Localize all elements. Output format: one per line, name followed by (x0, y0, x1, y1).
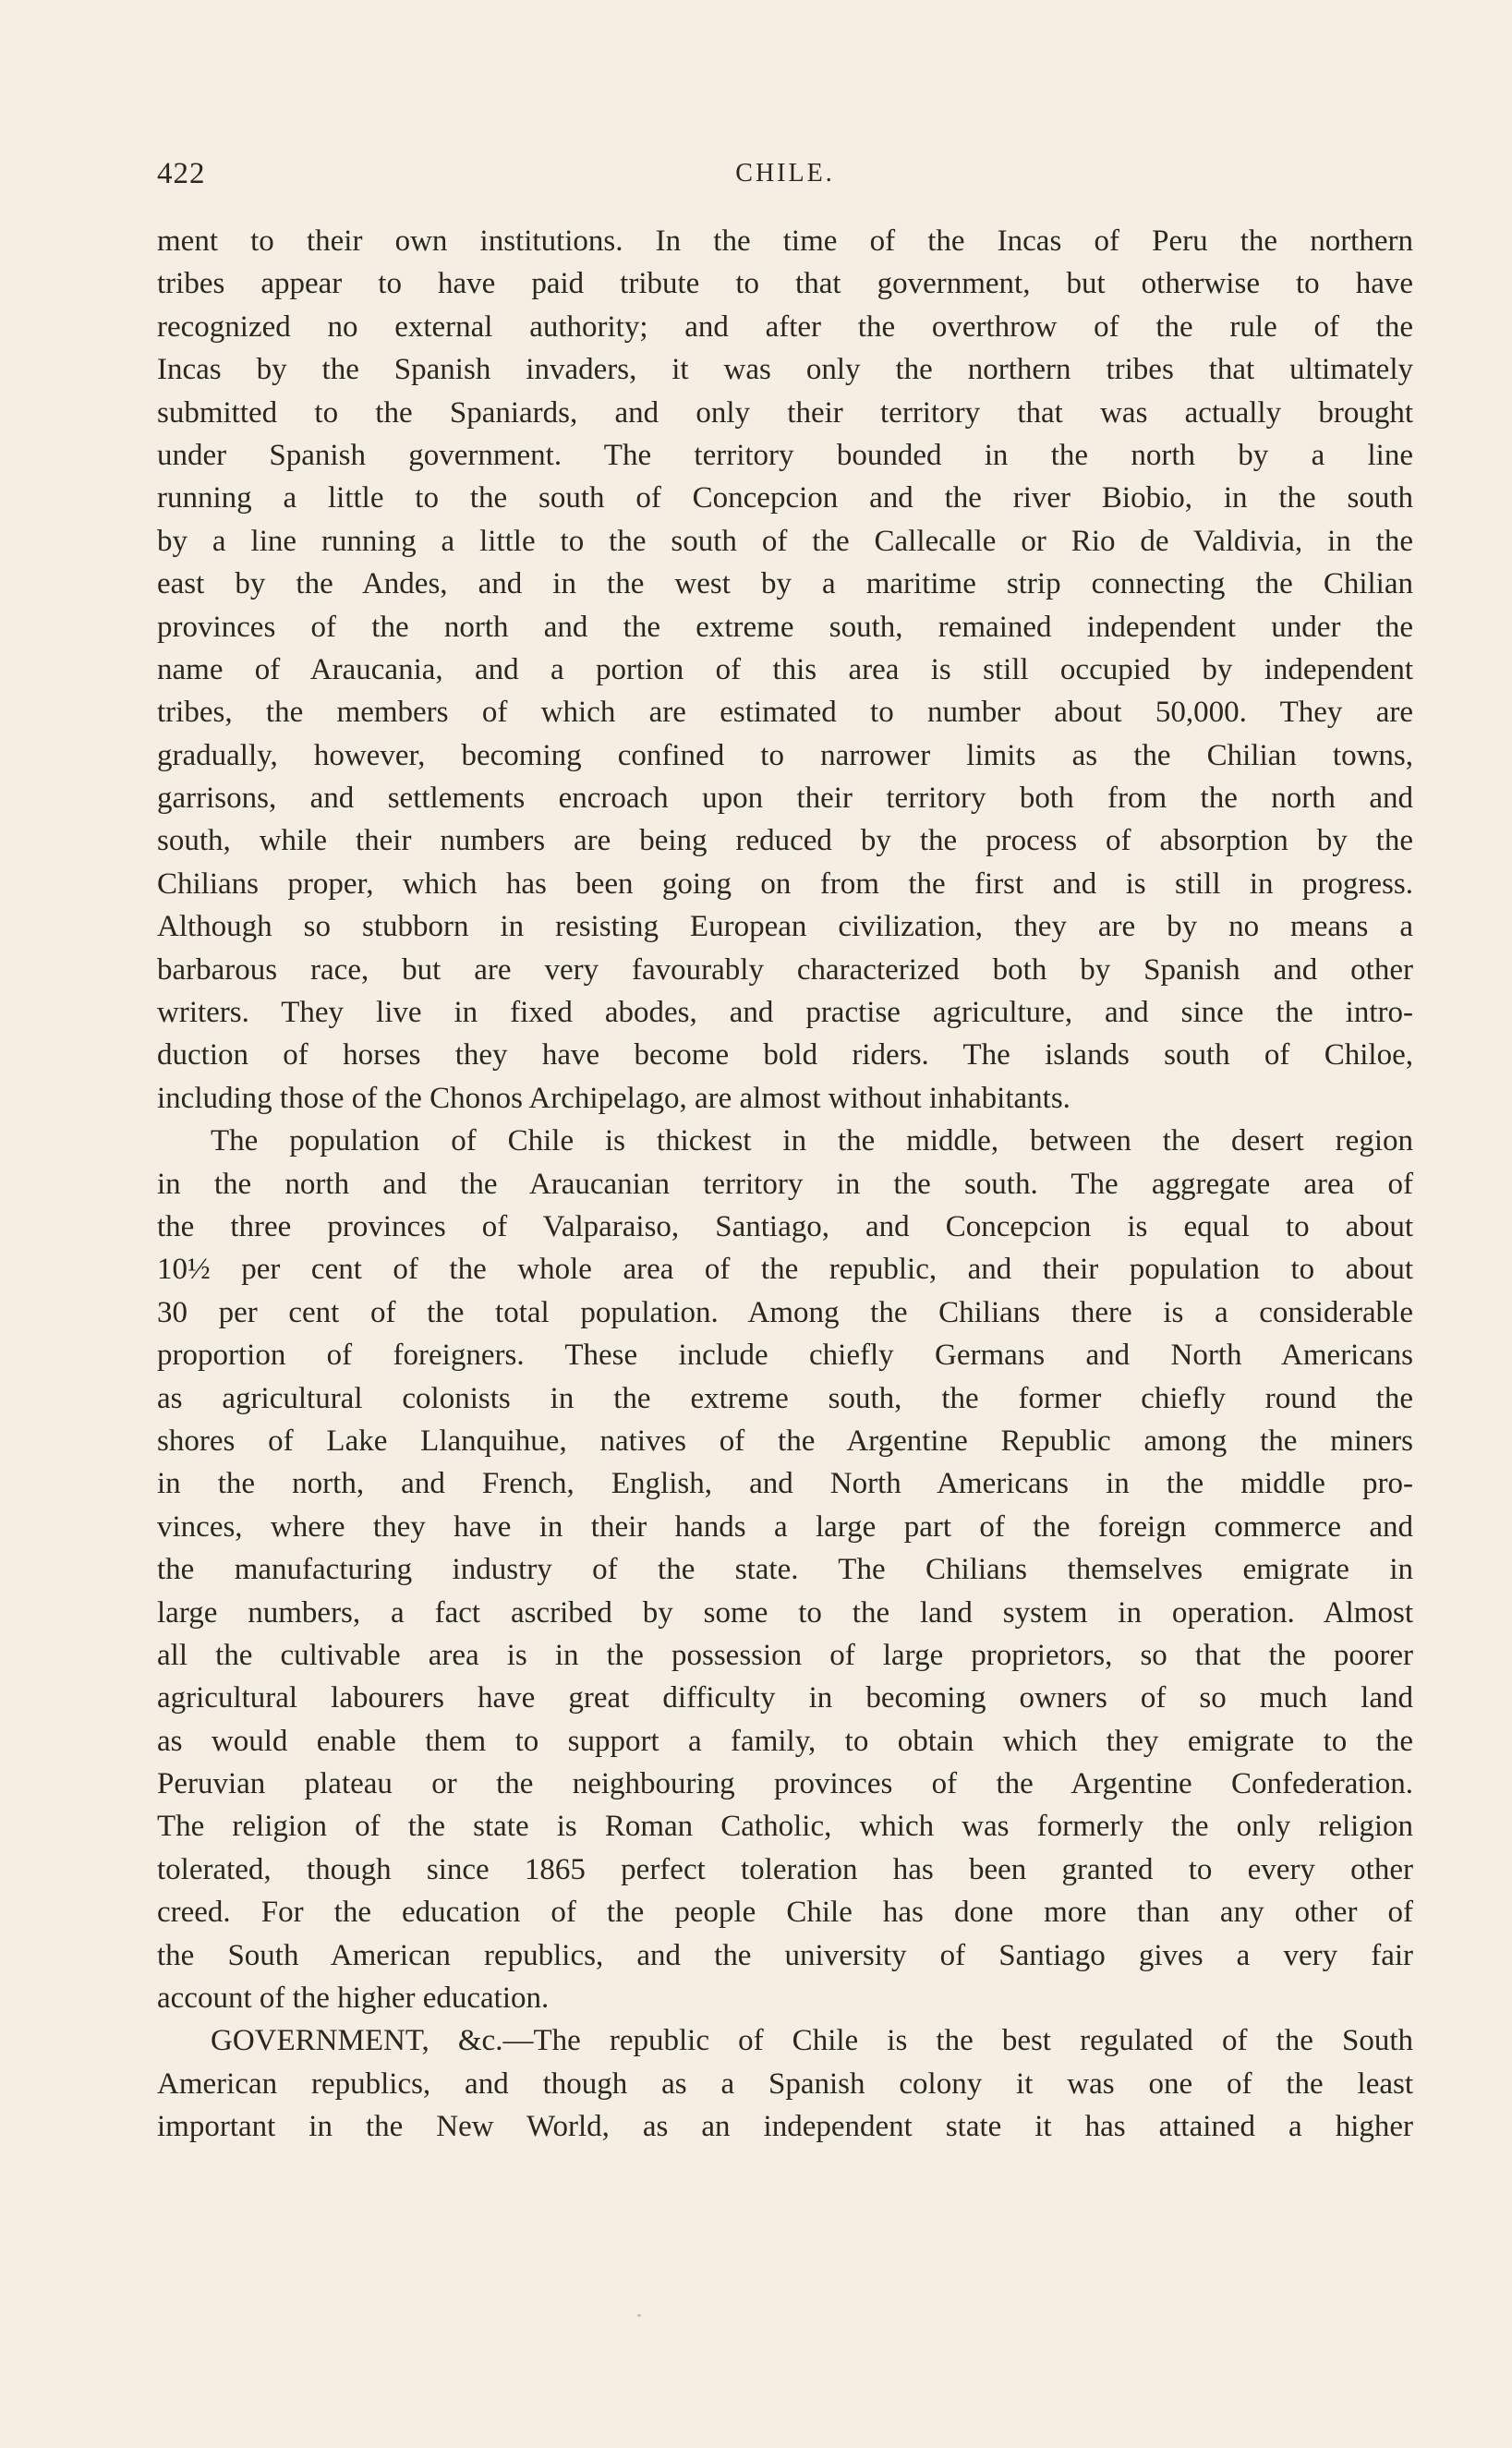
text-line: name of Araucania, and a portion of this area is still occupied by independent (157, 652, 1413, 686)
paragraph-start-line: The population of Chile is thickest in the middle, between the desert region (211, 1124, 1413, 1158)
page-number: 422 (157, 157, 206, 190)
paragraph-end-line: account of the higher education. (157, 1981, 550, 2016)
text-line: ment to their own institutions. In the time of the Incas of Peru the northern (157, 224, 1413, 258)
text-line: submitted to the Spaniards, and only their territory that was actually brought (157, 395, 1413, 430)
text-line: in the north, and French, English, and North Americans in the middle pro- (157, 1467, 1413, 1501)
text-line: tribes, the members of which are estimated to number about 50,000. They are (157, 696, 1413, 730)
text-line: running a little to the south of Concepcion and the river Biobio, in the south (157, 481, 1413, 515)
running-title: CHILE. (735, 159, 835, 188)
text-line: south, while their numbers are being reduced by the process of absorption by the (157, 824, 1413, 858)
text-line: 30 per cent of the total population. Among the Chilians there is a considerable (157, 1295, 1413, 1329)
text-line: creed. For the education of the people Chile has done more than any other of (157, 1896, 1413, 1930)
text-line: The religion of the state is Roman Catholic, which was formerly the only religion (157, 1810, 1413, 1844)
text-line: all the cultivable area is in the possession of large proprietors, so that the poorer (157, 1638, 1413, 1672)
text-line: shores of Lake Llanquihue, natives of the Argentine Republic among the miners (157, 1424, 1413, 1458)
text-line: the three provinces of Valparaiso, Santiago, and Concepcion is equal to about (157, 1209, 1413, 1243)
text-line: large numbers, a fact ascribed by some to the land system in operation. Almost (157, 1595, 1413, 1630)
text-line: agricultural labourers have great difficulty in becoming owners of so much land (157, 1681, 1413, 1715)
text-line: by a line running a little to the south of the Callecalle or Rio de Valdivia, in the (157, 524, 1413, 558)
text-line: Incas by the Spanish invaders, it was only the northern tribes that ultimately (157, 353, 1413, 387)
section-start-line: GOVERNMENT, &c.—The republic of Chile is the best regulated of the South (211, 2024, 1413, 2058)
text-line: provinces of the north and the extreme south, remained independent under the (157, 610, 1413, 644)
text-line: under Spanish government. The territory bounded in the north by a line (157, 438, 1413, 472)
body-text (157, 220, 1413, 2149)
text-line: as agricultural colonists in the extreme south, the former chiefly round the (157, 1381, 1413, 1415)
text-line: recognized no external authority; and after the overthrow of the rule of the (157, 309, 1413, 344)
text-line: garrisons, and settlements encroach upon their territory both from the north and (157, 782, 1413, 816)
paragraph-end-line: including those of the Chonos Archipelago, are almost without inhabitants. (157, 1081, 1070, 1115)
text-line: east by the Andes, and in the west by a maritime strip connecting the Chilian (157, 567, 1413, 601)
text-line: barbarous race, but are very favourably characterized both by Spanish and other (157, 952, 1413, 987)
text-line: important in the New World, as an independent state it has attained a higher (157, 2110, 1413, 2144)
text-line: tribes appear to have paid tribute to that government, but otherwise to have (157, 267, 1413, 301)
text-line: Although so stubborn in resisting European civilization, they are by no means a (157, 910, 1413, 944)
text-line: the manufacturing industry of the state. The Chilians themselves emigrate in (157, 1553, 1413, 1587)
text-line: the South American republics, and the university of Santiago gives a very fair (157, 1938, 1413, 1972)
paper-speck (637, 2314, 641, 2317)
text-line: as would enable them to support a family, to obtain which they emigrate to the (157, 1724, 1413, 1758)
text-line: proportion of foreigners. These include chiefly Germans and North Americans (157, 1339, 1413, 1373)
text-line: American republics, and though as a Spanish colony it was one of the least (157, 2066, 1413, 2101)
text-line: tolerated, though since 1865 perfect toleration has been granted to every other (157, 1852, 1413, 1886)
page-header (157, 157, 1413, 198)
text-line: Chilians proper, which has been going on from the first and is still in progress. (157, 866, 1413, 901)
text-line: Peruvian plateau or the neighbouring provinces of the Argentine Confederation. (157, 1767, 1413, 1801)
text-line: vinces, where they have in their hands a large part of the foreign commerce and (157, 1509, 1413, 1544)
text-line: writers. They live in fixed abodes, and practise agriculture, and since the intro- (157, 996, 1413, 1030)
text-line: in the north and the Araucanian territory in the south. The aggregate area of (157, 1167, 1413, 1201)
text-line: gradually, however, becoming confined to narrower limits as the Chilian towns, (157, 738, 1413, 772)
text-line: 10½ per cent of the whole area of the republic, and their population to about (157, 1253, 1413, 1287)
text-line: duction of horses they have become bold riders. The islands south of Chiloe, (157, 1038, 1413, 1073)
